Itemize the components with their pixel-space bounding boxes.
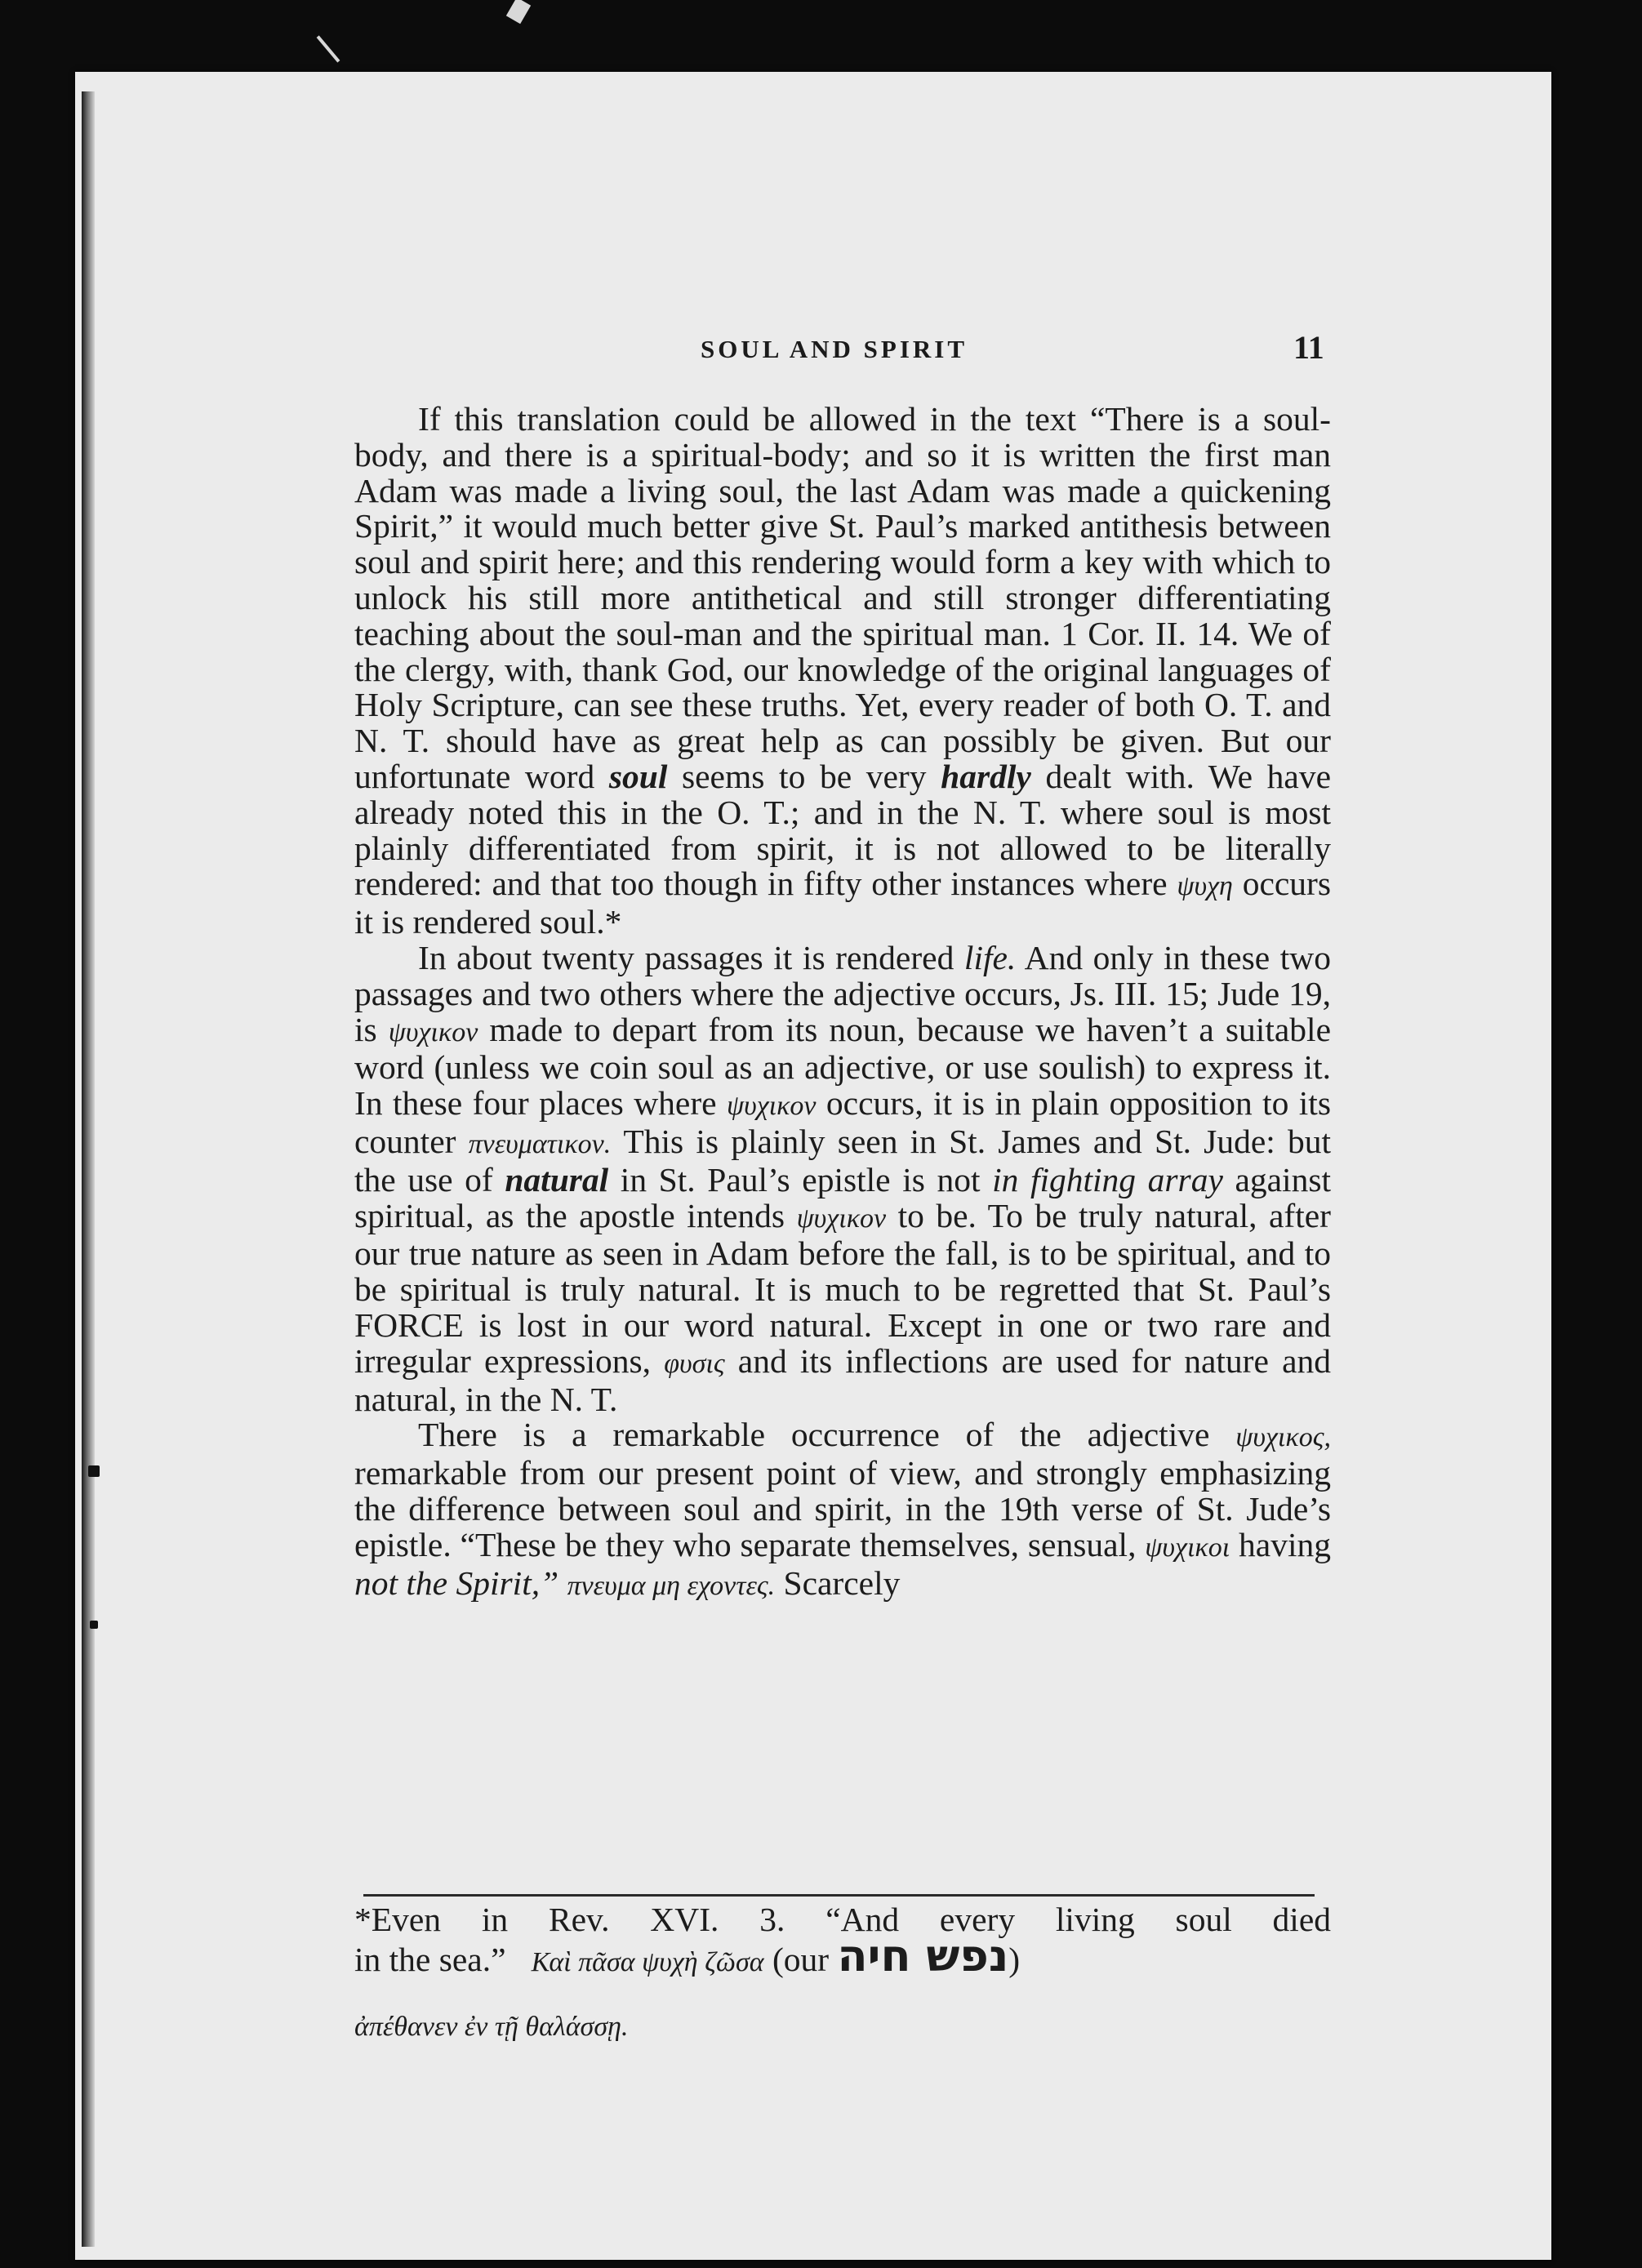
page-number: 11 bbox=[1293, 329, 1324, 366]
text-run: and its inflections are used for nature and natural, in the N. T. bbox=[354, 1341, 1331, 1418]
greek-word: πνευματικον. bbox=[468, 1128, 612, 1159]
text-run: There is a remarkable occurrence of the adjective bbox=[418, 1416, 1236, 1454]
scrap-mark bbox=[317, 35, 340, 62]
emphasis-hardly: hardly bbox=[941, 757, 1031, 795]
text-run: ) bbox=[1008, 1940, 1021, 1978]
text-run: made to depart from its noun, because we haven’t a suitable word (unless we coin soul as an adjective, or use soulish) to express it. In these four places where bbox=[354, 1010, 1331, 1123]
text-run: occurs it is rendered soul.* bbox=[354, 865, 1332, 941]
greek-word: ψυχικοι bbox=[1145, 1532, 1230, 1563]
text-run: dealt with. We have already noted this in the O. T.; and in the N. T. where soul is most plainly differentiated from spirit, it is not allowed to be literally rendered: and that too though in fifty other instances where bbox=[354, 757, 1331, 903]
page-edge bbox=[82, 91, 95, 2247]
text-run: seems to be very bbox=[667, 757, 941, 795]
footnote-line: *Even in Rev. XVI. 3. “And every living soul died bbox=[354, 1901, 1331, 1938]
hebrew-phrase: נפש חיה bbox=[837, 1929, 1009, 1981]
emphasis-fighting: in fighting array bbox=[992, 1160, 1223, 1198]
text-run: This is plainly seen in St. James and St. Jude: but the use of bbox=[354, 1122, 1331, 1198]
footnote bbox=[354, 1902, 1331, 1981]
text-run: And only in these two passages and two others where the adjective occurs, Js. III. 15; Jude 19, is bbox=[354, 938, 1331, 1048]
greek-word: ψυχικον bbox=[388, 1016, 478, 1047]
text-run: against spiritual, as the apostle intends bbox=[354, 1160, 1332, 1234]
greek-word: ψυχη bbox=[1177, 871, 1233, 902]
text-run: to be. To be truly natural, after our true nature as seen in Adam before the fall, is to be spiritual, and to be spiritual is truly natural. It is much to be regretted that St. Paul’s FORCE is lost in our word natural. Except in one or two rare and irregular expressions, bbox=[354, 1196, 1331, 1380]
emphasis-not-spirit: not the Spirit,” bbox=[354, 1563, 559, 1602]
greek-word: ψυχικον bbox=[726, 1091, 817, 1122]
spine-mark bbox=[90, 1621, 98, 1629]
text-run: remarkable from our present point of view, and strongly emphasizing the difference between soul and spirit, in the 19th verse of St. Jude’s epistle. “These be they who separate themselves, sensual, bbox=[354, 1454, 1331, 1563]
body-text bbox=[354, 402, 1331, 1603]
paragraph-3 bbox=[354, 1417, 1331, 1603]
greek-phrase: πνευμα μη εχοντες. bbox=[567, 1570, 776, 1601]
text-run: (our bbox=[772, 1940, 830, 1978]
emphasis-life: life. bbox=[963, 938, 1017, 976]
footnote-line bbox=[354, 1929, 1331, 1981]
emphasis-soul: soul bbox=[608, 757, 668, 795]
greek-phrase: Καὶ πᾶσα ψυχὴ ζῶσα bbox=[531, 1946, 764, 1977]
text-run bbox=[558, 1564, 567, 1602]
text-run: occurs, it is in plain opposition to its counter bbox=[354, 1084, 1331, 1160]
text-run: in the sea.” bbox=[354, 1940, 506, 1978]
text-run: In about twenty passages it is rendered bbox=[418, 938, 964, 976]
paragraph-2 bbox=[354, 938, 1332, 1418]
greek-word: ψυχικον bbox=[796, 1203, 887, 1234]
text-run: Scarcely bbox=[775, 1563, 901, 1602]
scrap-mark bbox=[506, 0, 531, 24]
paragraph-1 bbox=[354, 402, 1331, 941]
emphasis-natural: natural bbox=[505, 1160, 609, 1198]
footnote-greek-line: ἀπέθανεν ἐν τῇ θαλάσσῃ. bbox=[354, 2012, 629, 2042]
spine-mark bbox=[88, 1465, 100, 1477]
greek-word: ψυχικος, bbox=[1235, 1422, 1331, 1453]
greek-word: φυσις bbox=[664, 1348, 725, 1379]
text-run: having bbox=[1230, 1525, 1331, 1563]
footnote-rule bbox=[363, 1894, 1315, 1897]
text-run: If this translation could be allowed in the text “There is a soul-body, and there is a spiritual-body; and so it is written the first man Adam was made a living soul, the last Adam was made a quickening Spirit,” it would much better give St. Paul’s marked antithesis between soul and spirit here; and this rendering would form a key with which to unlock his still more antithetical and still stronger differentiating teaching about the soul-man and the spiritual man. 1 Cor. II. 14. We of the clergy, with, thank God, our knowledge of the original languages of Holy Scripture, can see these truths. Yet, every reader of both O. T. and N. T. should have as great help as can possibly be given. But our unfortunate word bbox=[354, 400, 1331, 795]
running-head: SOUL AND SPIRIT bbox=[701, 335, 968, 363]
text-run: in St. Paul’s epistle is not bbox=[608, 1160, 993, 1198]
